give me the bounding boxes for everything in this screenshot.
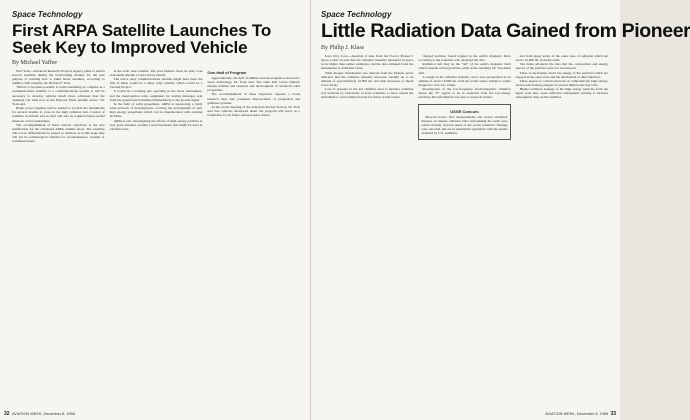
paragraph: Higher radiation leakage of the high energy particles from the upper zone may cause sufficient atmospheric heating to increase atmospheric drag on the satellites.: [515, 87, 608, 100]
left-page: [0, 0, 310, 420]
section-kicker: Space Technology: [321, 10, 392, 19]
page-number: 32: [4, 411, 10, 417]
column-1: [12, 69, 105, 144]
paragraph: Better power supplies will be needed to provide the instruments for several months to years in the high radiation belt. Control of satellites in attitude and in orbit will also be required before useful missions can be undertaken.: [12, 106, 105, 123]
paragraph: These appear to contain electrons of comparatively high energy, and protons having energies of several million electron volts.: [515, 78, 608, 87]
section-kicker: Space Technology: [12, 10, 83, 19]
paragraph: ARPA is also investigating the effects of high energy particles at very great altitudes, leading toward hardware that might be used in satellites later.: [109, 118, 203, 131]
box-title: USSR Concurs: [450, 108, 479, 114]
paragraph: and from upper levels of the outer zone of radiation which are above 10,000 mi. from the earth.: [515, 53, 608, 63]
paragraph: The accomplishment of these various objectives is the sole justification for the scheduled ARPA satellite shots. The satellites will not be differentiated in respect to mission, as at this stage they will not be technological vehicles for reconnaissance, weather or communications.: [12, 122, 105, 144]
paragraph: Van Allen advanced the idea that the composition and energy spectra of the particles were not well known.: [515, 62, 608, 71]
paragraph: Radiation belt may be the "tail" of the earth's magnetic field which extends well beyond the orbits of the satellites, Dr. Van Allen said.: [418, 62, 511, 75]
sidebar-box: [418, 104, 510, 140]
paragraph: Approximately one-half of ARPA's current program is devoted to space technology, Dr. York said. The other half covers ballistic missile defense and research and development of advanced solid propellants.: [207, 75, 301, 93]
paragraph: The accomplishment of these objectives requires a broad research base and continued improvement of propulsion and guidance systems.: [207, 92, 301, 105]
paragraph: "Before it becomes possible to build something as complex as a communications satellite or a communications system, it will be necessary to develop vehicles much more advanced than the 'spinning can' kind now in the Explorer Earth satellite series," Dr. York said.: [12, 85, 105, 106]
subheading: One-Half of Program: [207, 69, 247, 75]
paragraph: It would be a tracking site operating in the lower atmosphere, and the interrogation relay equipment for storing messages sent from the ground and transmitted immediately to the ground signal.: [109, 89, 203, 102]
column-3: [516, 54, 608, 140]
column-2: [110, 69, 203, 144]
right-page: [310, 0, 690, 420]
paragraph: At the recent meeting of the American Rocket Society, Dr. York said that vehicles developed under the program will serve as a foundation for all future national space efforts.: [207, 104, 301, 118]
column-1: [321, 54, 413, 140]
page-footer: AVIATION WEEK, December 8, 1958: [545, 412, 608, 416]
column-3: [207, 69, 300, 144]
article-byline: By Philip J. Klass: [321, 44, 365, 51]
page-number: 33: [610, 411, 616, 417]
box-text: Moscow-Soviet IGY measurements and Soviet scientists' theories on intense radiation belts surrounding the earth were stated recently. Several series of the soviet scientists' findings were reported and are in substantial agreement with the results obtained by U.S. satellites.: [421, 114, 508, 136]
paragraph: New York—Advanced Research Projects Agency plans to launch several satellites during the forthcoming months for the sole purpose of learning how to build better satellites, according to ARPA's chief scientist, Dr. Herbert F. York.: [12, 68, 105, 86]
article-columns: [321, 54, 608, 140]
paragraph: A trough in the radiation intensity curve was encountered at an altitude of about 10,000 mi. from the earth, where radiation counts dropped to very low values.: [418, 74, 511, 87]
page-footer: AVIATION WEEK, December 8, 1958: [12, 412, 75, 416]
paragraph: What meager information was derived from the Pioneer probe indicates that the radiation intensity increases steadily up to an altitude of approximately 10,000 mi. and then decreases to much lower levels.: [321, 70, 414, 87]
paragraph: Iowa City, Iowa—Analysis of data from Air Force's Pioneer I moon rocket reveals that the radiation intensity measured in space is far higher than earlier estimates, and the data obtained from the instruments is of limited value.: [321, 53, 414, 71]
article-headline: Little Radiation Data Gained from Pioneer: [321, 20, 690, 42]
paragraph: The active relay communications satellite might have been the first of these would be a delay relay satellite which would be a Verdant Project.: [109, 76, 203, 90]
paragraph: in the solar wise satellite. The pose hitherto been, he said, took reasonable amount of tests before launch.: [109, 68, 203, 77]
paragraph: Loss of pressure in the ion chamber used to measure radiation was believed by University of Iowa scientists to have caused the instrument to read radiation levels far below actual values.: [321, 87, 414, 100]
paragraph: charged particles found trapped in the earth's magnetic field, according to the scientists who analyzed the data.: [418, 53, 511, 63]
paragraph: There is uncertainty about the energy of the particles which are trapped in the outer zone and the mechanism of their injection.: [515, 70, 608, 79]
paragraph: Investigation of the low-frequency electromagnetic radiation shows the "E" region to be as expected from the low-energy particles; this information was sent to research centers.: [418, 87, 511, 100]
article-columns: [12, 69, 300, 144]
column-2: [418, 54, 510, 140]
article-headline: First ARPA Satellite Launches To Seek Key to Improved Vehicle: [12, 21, 272, 58]
article-byline: By Michael Yaffee: [12, 59, 58, 66]
paragraph: In the field of solid propellants, ARPA is sponsoring a fairly wide network of investigations covering the development of new high energy propellants which can be manufactured with existing facilities.: [109, 101, 203, 119]
